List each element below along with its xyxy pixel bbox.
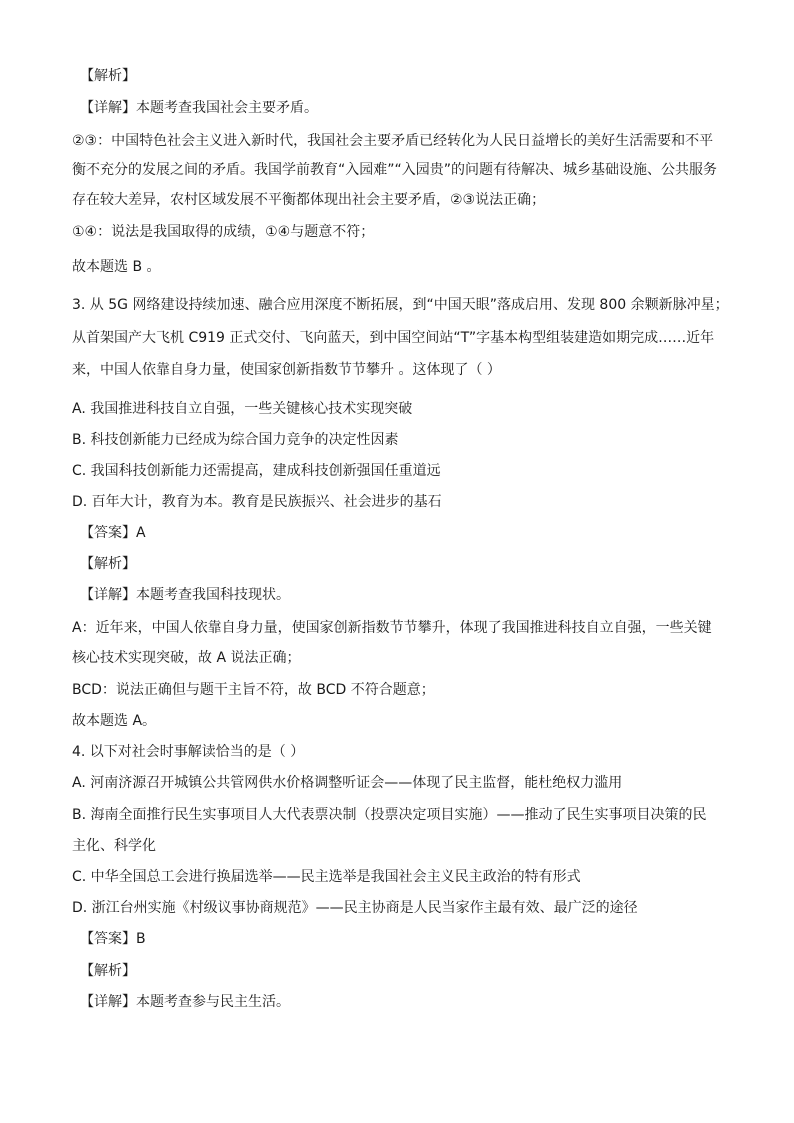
- option-c: C. 我国科技创新能力还需提高，建成科技创新强国任重道远: [72, 463, 441, 479]
- explanation-line: 衡不充分的发展之间的矛盾。我国学前教育“入园难”“入园贵”的问题有待解决、城乡基础设施、公共服务: [72, 162, 718, 178]
- explanation-line: 存在较大差异，农村区域发展不平衡都体现出社会主要矛盾，②③说法正确；: [72, 192, 546, 208]
- option-b-continued: 主化、科学化: [72, 838, 156, 854]
- answer-line: 【答案】A: [80, 525, 146, 541]
- question-4-stem: 4. 以下对社会时事解读恰当的是（ ）: [72, 744, 305, 760]
- conclusion-line: 故本题选 B 。: [72, 259, 161, 275]
- detail-heading: 【详解】本题考查我国社会主要矛盾。: [80, 100, 318, 116]
- question-3-stem: 从首架国产大飞机 C919 正式交付、飞向蓝天，到中国空间站“T”字基本构型组装建造如期完成……近年: [72, 330, 715, 346]
- explanation-line: BCD：说法正确但与题干主旨不符，故 BCD 不符合题意；: [72, 682, 435, 698]
- analysis-heading: 【解析】: [80, 963, 136, 979]
- explanation-line: A：近年来，中国人依靠自身力量，使国家创新指数节节攀升，体现了我国推进科技自立自强，一些关键: [72, 620, 712, 636]
- answer-line: 【答案】B: [80, 931, 146, 947]
- analysis-heading: 【解析】: [80, 556, 136, 572]
- option-a: A. 我国推进科技自立自强，一些关键核心技术实现突破: [72, 401, 413, 417]
- explanation-line: ①④：说法是我国取得的成绩，①④与题意不符；: [72, 224, 375, 240]
- explanation-line: ②③：中国特色社会主义进入新时代，我国社会主要矛盾已经转化为人民日益增长的美好生活需要和不平: [72, 133, 714, 149]
- option-d: D. 百年大计，教育为本。教育是民族振兴、社会进步的基石: [72, 494, 442, 510]
- option-b: B. 科技创新能力已经成为综合国力竞争的决定性因素: [72, 432, 399, 448]
- question-3-stem: 3. 从 5G 网络建设持续加速、融合应用深度不断拓展，到“中国天眼”落成启用、发现 800 余颗新脉冲星；: [72, 297, 729, 313]
- option-d: D. 浙江台州实施《村级议事协商规范》——民主协商是人民当家作主最有效、最广泛的途径: [72, 900, 638, 916]
- detail-heading: 【详解】本题考查我国科技现状。: [80, 587, 290, 603]
- option-c: C. 中华全国总工会进行换届选举——民主选举是我国社会主义民主政治的特有形式: [72, 869, 581, 885]
- analysis-heading: 【解析】: [80, 68, 136, 84]
- option-b: B. 海南全面推行民生实事项目人大代表票决制（投票决定项目实施）——推动了民生实事项目决策的民: [72, 807, 707, 823]
- explanation-line: 核心技术实现突破，故 A 说法正确；: [72, 650, 301, 666]
- option-a: A. 河南济源召开城镇公共管网供水价格调整听证会——体现了民主监督，能杜绝权力滥用: [72, 775, 623, 791]
- detail-heading: 【详解】本题考查参与民主生活。: [80, 994, 290, 1010]
- question-3-stem: 来，中国人依靠自身力量，使国家创新指数节节攀升 。这体现了（ ）: [72, 362, 501, 378]
- conclusion-line: 故本题选 A。: [72, 713, 157, 729]
